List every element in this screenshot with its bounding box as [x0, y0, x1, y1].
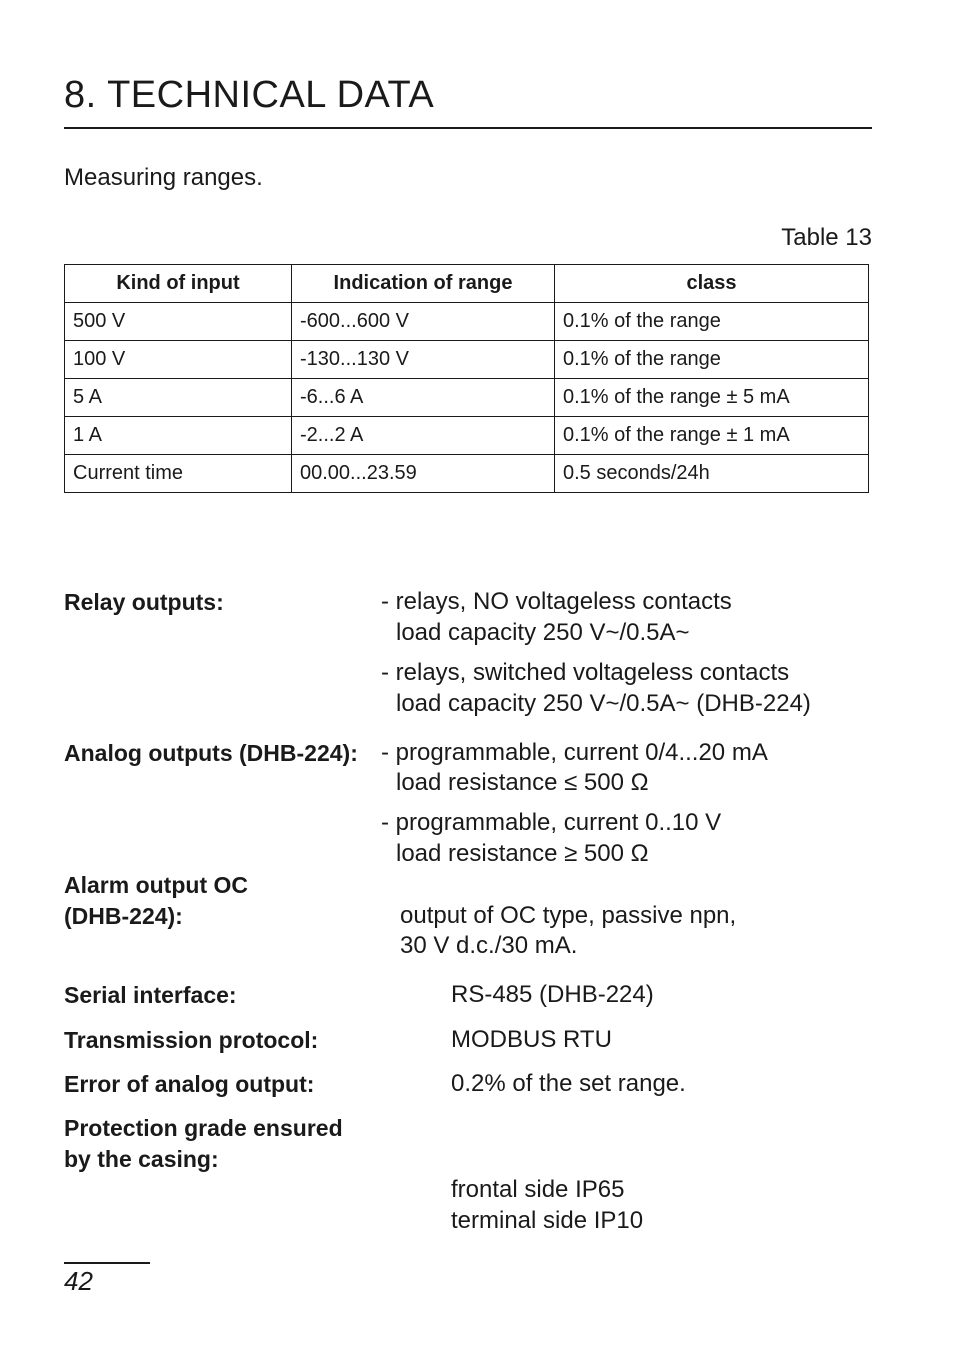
- table-cell: -130...130 V: [292, 341, 555, 379]
- relay-spec-line: - relays, NO voltageless contacts: [381, 588, 732, 615]
- analog-spec-line: load resistance ≤ 500 Ω: [396, 769, 649, 796]
- column-header: Indication of range: [292, 265, 555, 303]
- table-cell: Current time: [65, 455, 292, 493]
- analog-spec-line: load resistance ≥ 500 Ω: [396, 840, 649, 867]
- analog-error-label: Error of analog output:: [64, 1071, 315, 1097]
- table-row: [65, 379, 869, 417]
- table-cell: 00.00...23.59: [292, 455, 555, 493]
- table-cell: 0.1% of the range: [555, 341, 869, 379]
- measuring-ranges-table: [64, 264, 869, 493]
- table-cell: 0.1% of the range ± 1 mA: [555, 417, 869, 455]
- table-cell: 0.5 seconds/24h: [555, 455, 869, 493]
- table-header-row: [65, 265, 869, 303]
- alarm-output-label-2: (DHB-224):: [64, 903, 183, 929]
- intro-text: Measuring ranges.: [64, 164, 263, 191]
- table-cell: -2...2 A: [292, 417, 555, 455]
- relay-spec-line: load capacity 250 V~/0.5A~: [396, 619, 690, 646]
- protection-spec-line: frontal side IP65: [451, 1176, 625, 1203]
- alarm-spec-line: output of OC type, passive npn,: [400, 902, 737, 929]
- table-row: [65, 417, 869, 455]
- analog-spec-line: - programmable, current 0/4...20 mA: [381, 739, 768, 766]
- page-number: 42: [64, 1266, 93, 1296]
- table-caption: Table 13: [781, 224, 872, 251]
- table-cell: 0.1% of the range ± 5 mA: [555, 379, 869, 417]
- column-header: class: [555, 265, 869, 303]
- relay-spec-line: - relays, switched voltageless contacts: [381, 659, 790, 686]
- table-row: [65, 303, 869, 341]
- transmission-protocol-label: Transmission protocol:: [64, 1027, 319, 1053]
- alarm-spec-line: 30 V d.c./30 mA.: [400, 932, 578, 959]
- transmission-protocol-value: MODBUS RTU: [451, 1026, 612, 1053]
- table-cell: 5 A: [65, 379, 292, 417]
- relay-spec-line: load capacity 250 V~/0.5A~ (DHB-224): [396, 690, 811, 717]
- alarm-output-label: Alarm output OC: [64, 872, 248, 898]
- protection-grade-label: Protection grade ensured: [64, 1115, 343, 1141]
- table-cell: -600...600 V: [292, 303, 555, 341]
- analog-error-value: 0.2% of the set range.: [451, 1070, 686, 1097]
- footer-rule: [64, 1262, 150, 1264]
- relay-outputs-label: Relay outputs:: [64, 589, 224, 615]
- table-cell: -6...6 A: [292, 379, 555, 417]
- page-title: 8. TECHNICAL DATA: [64, 74, 435, 116]
- serial-interface-value: RS-485 (DHB-224): [451, 981, 654, 1008]
- analog-outputs-label: Analog outputs (DHB-224):: [64, 740, 358, 766]
- protection-spec-line: terminal side IP10: [451, 1207, 644, 1234]
- analog-spec-line: - programmable, current 0..10 V: [381, 809, 722, 836]
- table-row: [65, 455, 869, 493]
- protection-grade-label-2: by the casing:: [64, 1146, 219, 1172]
- table-cell: 1 A: [65, 417, 292, 455]
- table-cell: 500 V: [65, 303, 292, 341]
- serial-interface-label: Serial interface:: [64, 982, 237, 1008]
- column-header: Kind of input: [65, 265, 292, 303]
- title-underline: [64, 127, 872, 129]
- table-cell: 0.1% of the range: [555, 303, 869, 341]
- table-row: [65, 341, 869, 379]
- table-cell: 100 V: [65, 341, 292, 379]
